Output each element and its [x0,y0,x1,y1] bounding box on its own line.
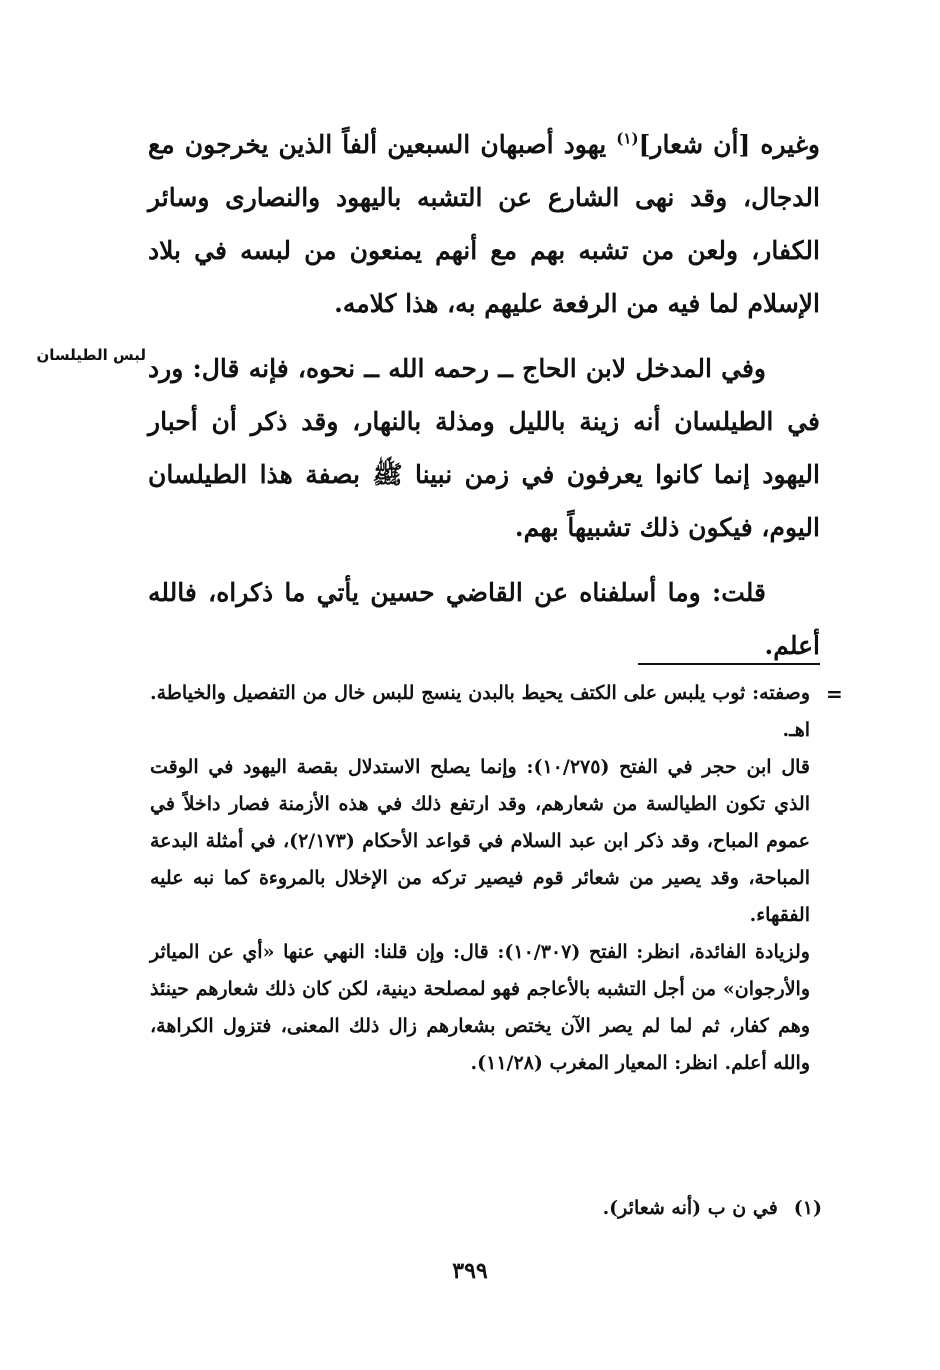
footnote-text: في ن ب (أنه شعائر). [602,1197,778,1219]
note-paragraph: ولزيادة الفائدة، انظر: الفتح (١٠/٣٠٧): قال: وإن قلنا: النهي عنها «أي عن المياثر والأرجوان» من أجل التشبه بالأعاجم فهو لمصلحة دينية، لكن كان ذلك شعارهم حينئذ وهم كفار، ثم لما لم يصر الآن يختص بشعارهم زال ذلك المعنى، فتزول الكراهة، والله أعلم. انظر: المعيار المغرب (١١/٢٨). [150,941,810,1074]
footnote [150,1190,822,1227]
paragraph-1-rest: يهود أصبهان السبعين ألفاً الذين يخرجون مع الدجال، وقد نهى الشارع عن التشبه باليهود والنصارى وسائر الكفار، ولعن من تشبه بهم مع أنهم يمنعون من لبسه في بلاد الإسلام لما فيه من الرفعة عليهم به، هذا كلامه. [148,130,820,318]
main-text [148,118,820,672]
page-number: ٣٩٩ [452,1258,488,1284]
paragraph-3: قلت: وما أسلفناه عن القاضي حسين يأتي ما ذكراه، فالله أعلم. [148,578,820,660]
footnote-reference: (١) [616,129,639,148]
continuation-mark: = [826,682,843,706]
note-paragraph: قال ابن حجر في الفتح (١٠/٢٧٥): وإنما يصلح الاستدلال بقصة اليهود في الوقت الذي تكون الطيالسة من شعارهم، وقد ارتفع ذلك في هذه الأزمنة فصار داخلاً في عموم المباح، وقد ذكر ابن عبد السلام في قواعد الأحكام (٢/١٧٣)، في أمثلة البدعة المباحة، وقد يصير من شعائر قوم فيصير تركه من الإخلال بالمروءة كما نبه عليه الفقهاء. [150,756,811,926]
footnote-number: (١) [793,1197,822,1219]
footnote-separator [638,663,820,665]
note-paragraph: وصفته: ثوب يلبس على الكتف يحيط بالبدن ينسج للبس خال من التفصيل والخياطة. اهـ. [150,682,810,741]
paragraph-1 [148,118,820,330]
notes-block [150,675,810,1082]
paragraph-1-start: وغيره [أن شعار] [638,130,820,159]
paragraph-2: وفي المدخل لابن الحاج ــ رحمه الله ــ نحوه، فإنه قال: ورد في الطيلسان أنه زينة بالليل ومذلة بالنهار، وقد ذكر أن أحبار اليهود إنما كانوا يعرفون في زمن نبينا ﷺ بصفة هذا الطيلسان اليوم، فيكون ذلك تشبيهاً بهم. [148,354,820,542]
margin-note: لبس الطيلسان [36,346,146,364]
